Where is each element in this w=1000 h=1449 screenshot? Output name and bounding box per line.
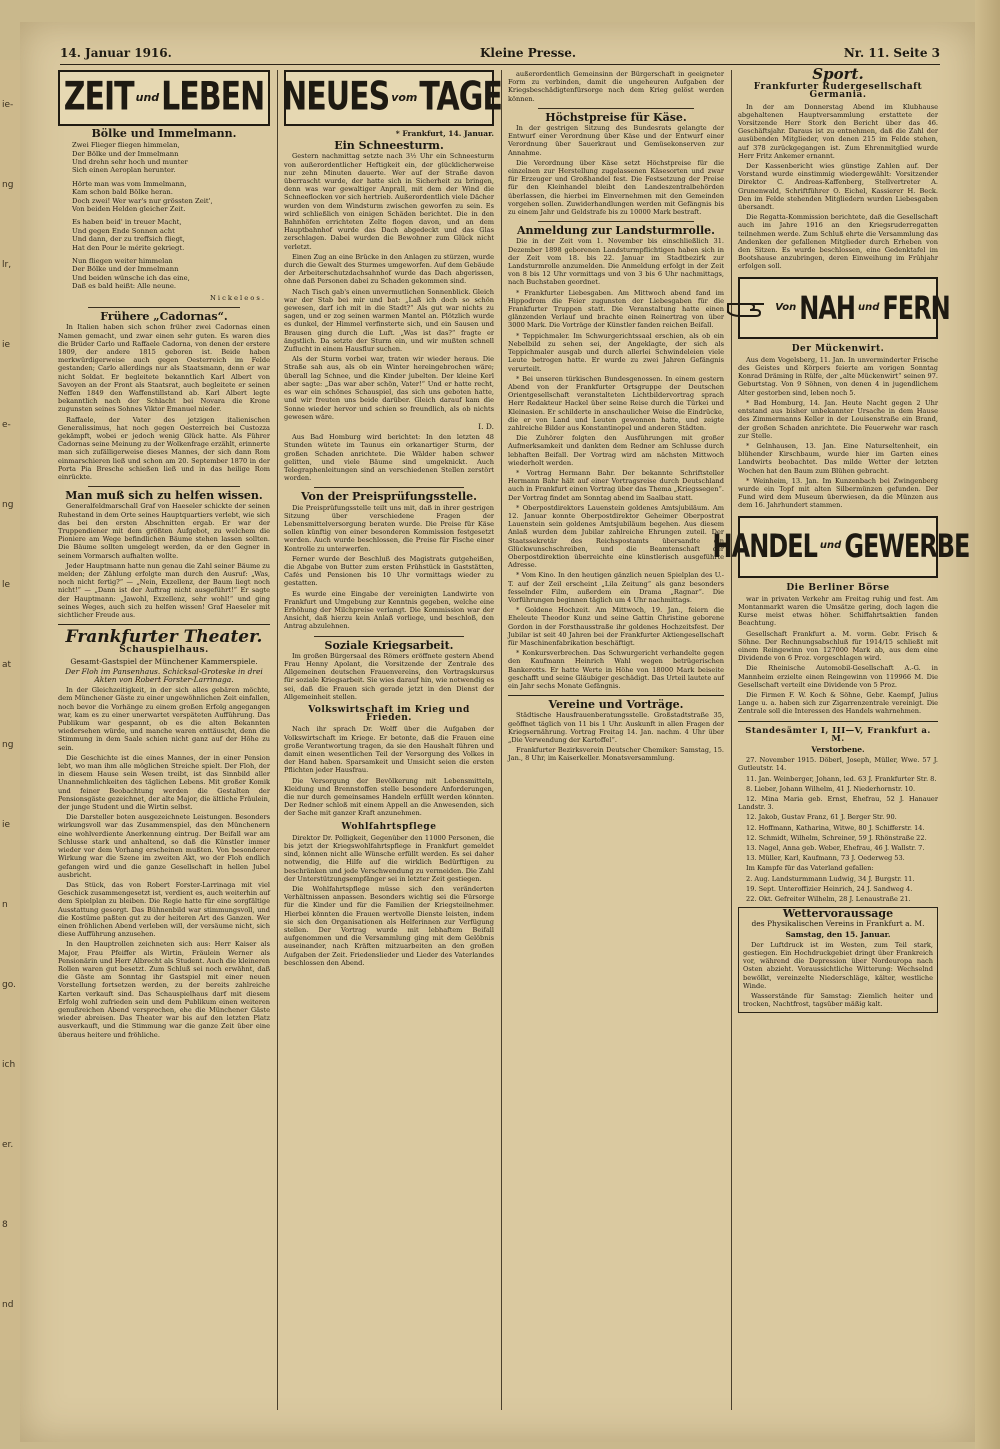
article-body: Direktor Dr. Polligkeit, Gegenüber den 11000 Personen, die bis jetzt der Kriegswohlfahrtspflege in Frankfurt gemeldet sind, können nicht alle Wünsche erfüllt werden. Es sei daher notwendig, die Hilfe auf die wirklich Bedürftigen zu beschränken und jede Verschwendung zu vermeiden. Die Zahl der Unterstützungsempfänger sei in letzter Zeit gestiegen. Die Wohlfahrtspflege müsse sich den veränderten Verhältnissen anpassen. Besonders wichtig sei die Fürsorge für die Kinder und für die Familien der Kriegsteilnehmer. Hierbei könnten die Frauen wertvolle Dienste leisten, indem sie sich den Organisationen als Helferinnen zur Verfügung stellen. Der Vortrag wurde mit lebhaftem Beifall aufgenommen und die Versammlung ging mit dem Gelöbnis auseinander, nach Kräften mitzuarbeiten an den großen Aufgaben der Zeit. Friedenslieder und Lieder des Vaterlandes beschlossen den Abend. bbox=[284, 833, 494, 967]
zeit-und-leben-masthead: ZEIT und LEBEN bbox=[58, 70, 270, 126]
poem-line: Und drehn sehr hoch und munter bbox=[72, 158, 188, 167]
weather-text: Der Luftdruck ist im Westen, zum Teil stark, gestiegen. Ein Hochdruckgebiet dringt über Frankreich vor, während die Depression über Nordeuropa nach Osten abzieht. Voraussichtliche Witterung: Wechselnd bewölkt, vereinzelte Niederschläge, kälter, westliche Winde. Wasserstände für Samstag: Ziemlich heiter und trocken, Nachtfrost, tagsüber mäßig kalt. bbox=[743, 940, 933, 1009]
dateline: * Frankfurt, 14. Januar. bbox=[395, 129, 494, 138]
divider bbox=[314, 487, 464, 488]
poem-line: Hörte man was vom Immelmann, bbox=[72, 179, 187, 188]
article-body: * Frankfurter Liebesgaben. Am Mittwoch abend fand im Hippodrom die Feier zugunsten der Liebesgaben für die Frankfurter Truppen statt. Die Veranstaltung hatte einen glänzenden Verlauf und brachte einen Reinertrag von über 3000 Mark. Die Vorträge der Künstler fanden reichen Beifall. * Teppichmaler. Im Schwurgerichtssaal erschien, als ob ein Nebelbild zu sehen sei, der Angeklagte, der sich als Teppichmaler ausgab und durch allerlei Schwindeleien viele Leute betrogen hatte. Er wurde zu zwei Jahren Gefängnis verurteilt. * Bei unseren türkischen Bundesgenossen. In einem gestern Abend von der Frankfurter Ortsgruppe der Deutschen Orientgesellschaft veranstalteten Lichtbildervortrag sprach Herr Redakteur Hackel über seine Reise durch die Türkei und Kleinasien. Er schilderte in anschaulicher Weise die Eindrücke, die er von Land und Leuten gewonnen hatte, und zeigte zahlreiche Bilder aus Konstantinopel und anderen Städten. Die Zuhörer folgten den Ausführungen mit großer Aufmerksamkeit und dankten dem Redner am Schlusse durch lebhaften Beifall. Der Vortrag wird am nächsten Mittwoch wiederholt werden. * Vortrag Hermann Bahr. Der bekannte Schriftsteller Hermann Bahr hält auf einer Vortragsreise durch Deutschland auch in Frankfurt einen Vortrag über das Thema „Kriegssegen“. Der Vortrag findet am Sonntag abend im Saalbau statt. * Oberpostdirektors Lauenstein goldenes Amtsjubiläum. Am 12. Januar konnte Oberpostdirektor Geheimer Oberpostrat Lauenstein sein goldenes Amtsjubiläum begehen. Aus diesem Anlaß wurden dem Jubilar zahlreiche Ehrungen zuteil. Der Staatssekretär des Reichspostamts übersandte ein Glückwunschschreiben, und die Beamtenschaft der Oberpostdirektion überreichte eine künstlerisch ausgeführte Adresse. * Vom Kino. In den heutigen gänzlich neuen Spielplan des U.-T. auf der Zeil erscheint „Lila Zeitung“ als ganz besonders fesselnder Film, außerdem ein Drama „Ragnar“. Die Vorführungen beginnen täglich um 4 Uhr nachmittags. * Goldene Hochzeit. Am Mittwoch, 19. Jan., feiern die Eheleute Theodor Kunz und seine Gattin Christine geborene Gordon in der Forsthausstraße ihr goldenes Hochzeitsfest. Der Jubilar ist seit 40 Jahren bei der Frankfurter Aktiengesellschaft für Maschinenfabrikation beschäftigt. * Konkursverbrechen. Das Schwurgericht verhandelte gegen den Kaufmann Heinrich Wahl wegen betrügerischen Bankerotts. Er hatte Werte in Höhe von 18000 Mark beiseite geschafft und seine Gläubiger geschädigt. Das Urteil lautete auf ein Jahr sechs Monate Gefängnis. bbox=[508, 288, 724, 691]
article-title-preispruefung: Von der Preisprüfungsstelle. bbox=[301, 490, 477, 504]
column-rule bbox=[277, 70, 278, 1410]
column-2 bbox=[282, 70, 502, 1415]
article-body: Die Preisprüfungsstelle teilt uns mit, daß in ihrer gestrigen Sitzung über verschiedene Fragen der Lebensmittelversorgung beraten wurde. Die Preise für Käse sollen künftig von einer besonderen Kommission festgesetzt werden. Auch wurde beschlossen, die Preise für Fische einer Kontrolle zu unterwerfen. Ferner wurde der Beschluß des Magistrats gutgeheißen, die Abgabe von Butter zum ersten Frühstück in Gaststätten, Cafés und Pensionen bis 10 Uhr vormittags wieder zu gestatten. Es wurde eine Eingabe der vereinigten Landwirte von Frankfurt und Umgebung zur Kenntnis gegeben, welche eine Erhöhung der Milchpreise verlangt. Die Kommission war der Ansicht, daß hierzu kein Anlaß vorliege, und beschloß, den Antrag abzulehnen. bbox=[284, 503, 494, 631]
section-title-sport: Sport. bbox=[812, 65, 864, 83]
page-edge bbox=[975, 0, 1000, 1449]
column-rule bbox=[501, 70, 502, 1410]
divider bbox=[508, 695, 724, 696]
column-rule bbox=[731, 70, 732, 1410]
article-body: Generalfeldmarschall Graf von Haeseler schickte der seinen Ruhestand in dem Orte seines Hauptquartiers verlebt, wie sich das bei den ersten Abschnitten ergab. Er war der Truppendiener mit dem größten Aufgebot, zu welchem die Pioniere am Wege befindlichen Bäume stehen lassen sollten. Die Bäume sollten umgelegt werden, da er den Gegner in seinem Vormarsch aufhalten wollte. Jeder Hauptmann hatte nun genau die Zahl seiner Bäume zu melden; der Zählung erfolgte man durch den Ausruf: „Was, noch nicht fertig?“ — „Nein, Exzellenz, der Baum liegt noch nicht!“ — „Dann ist der Auftrag nicht ausgeführt!“ Er sagte der Hauptmann: „Jawohl, Exzellenz, sehr wohl!“ und ging seines Weges, auch sich zu helfen wissen! Graf Haeseler mit sichtlicher Freude aus. bbox=[58, 502, 270, 620]
weather-source: des Physikalischen Vereins in Frankfurt a. M. bbox=[751, 919, 925, 929]
divider bbox=[58, 624, 270, 625]
poem-line: Der Bölke und der Immelmann bbox=[72, 265, 179, 274]
article-body: Nach ihr sprach Dr. Wolff über die Aufgaben der Volkswirtschaft im Kriege. Er betonte, daß die Frauen eine große Verantwortung tragen, da sie den Haushalt führen und damit einen wesentlichen Teil der Versorgung des Volkes in der Hand haben. Sparsamkeit und Umsicht seien die ersten Pflichten jeder Hausfrau. Die Versorgung der Bevölkerung mit Lebensmitteln, Kleidung und Brennstoffen stelle besondere Anforderungen, die nur durch gemeinsames Handeln erfüllt werden könnten. Der Redner schloß mit einem Appell an die Anwesenden, sich der Sache mit ganzer Kraft anzunehmen. bbox=[284, 725, 494, 818]
poem-line: Doch zwei! Wer war's nur grössten Zeit', bbox=[72, 196, 213, 205]
poem-line: Sich einen Aeroplan herunter. bbox=[72, 166, 176, 175]
article-body: In Italien haben sich schon früher zwei Cadornas einen Namen gemacht, und zwar einen sehr guten. Es waren dies die Brüder Carlo und Raffaele Cadorna, von denen der erstere 1809, der andere 1815 geboren ist. Beide haben merkwürdigerweise auch gegen Oesterreich im Felde gestanden; Carlo allerdings nur als Staatsmann, denn er war nicht Soldat. Er begleitete bekanntlich Karl Albert von Savoyen an der Front als Staatsrat, auch begleitete er seinen Neffen 1849 den Waffenstillstand ab. Karl Albert legte bekanntlich nach der Schlacht bei Novara die Krone zugunsten seines Sohnes Viktor Emanuel nieder. Raffaele, der Vater des jetzigen italienischen Generalissimus, hat noch gegen Oesterreich bei Custozza gekämpft, wobei er jedoch wenig Glück hatte. Als Führer Cadornas seine Meinung zu der Wolkenfrage erzählt, erinnerte man sich zufälligerweise dieses Mannes, der sich dann Rom einmarschieren ließ und schon am 20. September 1870 in der Porta Pia Bresche schießen ließ und in das heilige Rom einrückte. bbox=[58, 323, 270, 481]
pointing-hand-icon bbox=[726, 294, 766, 322]
column-1 bbox=[58, 70, 270, 1415]
neues-vom-tage-masthead: NEUES vom TAGE bbox=[284, 70, 494, 126]
article-body: Städtische Hausfrauenberatungsstelle. Großstadtstraße 35, geöffnet täglich von 11 bis 1 Uhr. Auskunft in allen Fragen der Kriegsernährung. Vortrag Freitag 14. Jan. nachm. 4 Uhr über „Die Verwendung der Kartoffel“. Frankfurter Bezirksverein Deutscher Chemiker: Samstag, 15. Jan., 8 Uhr, im Kaiserkeller. Monatsversammlung. bbox=[508, 711, 724, 763]
page-number: Nr. 11. Seite 3 bbox=[843, 46, 940, 60]
weather-date: Samstag, den 15. Januar. bbox=[785, 929, 891, 939]
article-body: Aus Bad Homburg wird berichtet: In den letzten 48 Stunden wütete im Taunus ein orkanartiger Sturm, der großen Schaden anrichtete. Die Wälder haben schwer gelitten, und viele Bäume sind umgeknickt. Auch Telegraphenleitungen sind an verschiedenen Stellen zerstört worden. bbox=[284, 433, 494, 483]
poem-title: Bölke und Immelmann. bbox=[91, 127, 237, 140]
weather-box bbox=[738, 907, 938, 1013]
gastspiel-line: Gesamt-Gastspiel der Münchener Kammerspiele. bbox=[70, 656, 258, 666]
divider bbox=[538, 221, 694, 222]
column-4 bbox=[712, 65, 970, 1415]
article-title-cadornas: Frühere „Cadornas“. bbox=[100, 310, 228, 324]
article-body: außerordentlich Gemeinsinn der Bürgerschaft in geeigneter Form zu verbinden, damit die ungeheuren Aufgaben der Kriegsbeschädigtenfürsorge nach dem Krieg gelöst werden können. bbox=[508, 70, 724, 103]
poem-line: Es haben beid' in treuer Macht, bbox=[72, 218, 182, 227]
poem bbox=[72, 141, 270, 291]
von-nah-und-fern-masthead: Von NAH und FERN bbox=[738, 277, 938, 339]
article-body: Die in der Zeit vom 1. November bis einschließlich 31. Dezember 1898 geborenen Landsturmpflichtigen haben sich in der Zeit vom 18. bis 22. Januar im Stadtbezirk zur Landsturmrolle anzumelden. Die Anmeldung erfolgt in der Zeit von 8 bis 12 Uhr vormittags und von 3 bis 6 Uhr nachmittags, nach Buchstaben geordnet. bbox=[508, 237, 724, 287]
section-title-vereine: Vereine und Vorträge. bbox=[548, 698, 684, 712]
divider bbox=[88, 307, 240, 308]
poem-line: Und gegen Ende Sonnen acht bbox=[72, 226, 175, 235]
subsection-title: Schauspielhaus. bbox=[119, 645, 209, 656]
weather-title: Wettervoraussage bbox=[782, 907, 894, 921]
issue-date: 14. Januar 1916. bbox=[60, 46, 172, 60]
death-notices: 27. November 1915. Döberl, Joseph, Müller, Wwe. 57 J. Gutleutstr. 14. 11. Jan. Weinberger, Johann, led. 63 J. Frankfurter Str. 8. 8. Lieber, Johann Wilhelm, 41 J. Niederhornstr. 10. 12. Mina Maria geb. Ernst, Ehefrau, 52 J. Hanauer Landstr. 3. 12. Jakob, Gustav Franz, 61 J. Berger Str. 90. 12. Hoffmann, Katharina, Witwe, 80 J. Schifferstr. 14. 12. Schmidt, Wilhelm, Schreiner, 59 J. Rhönstraße 22. 13. Nagel, Anna geb. Weber, Ehefrau, 46 J. Wallstr. 7. 13. Müller, Karl, Kaufmann, 73 J. Oederweg 53. Im Kampfe für das Vaterland gefallen: 2. Aug. Landsturmmann Ludwig, 34 J. Burgstr. 11. 19. Sept. Unteroffizier Heinrich, 24 J. Sandweg 4. 22. Okt. Gefreiter Wilhelm, 28 J. Lenaustraße 21. bbox=[738, 756, 938, 904]
article-title-muckenwirt: Der Mückenwirt. bbox=[791, 343, 885, 354]
poem-line: Und beiden wünsche ich das eine, bbox=[72, 273, 190, 282]
poem-line: Zwei Flieger fliegen himmelan, bbox=[72, 141, 180, 150]
poem-line: Daß es bald heißt: Alle neune. bbox=[72, 282, 177, 291]
article-body: war in privaten Verkehr am Freitag ruhig und fest. Am Montanmarkt waren die Umsätze gering, doch lagen die Kurse meist etwas höher. Schiffahrtsaktien fanden Beachtung. Gesellschaft Frankfurt a. M. vorm. Gebr. Frisch & Söhne. Der Rechnungsabschluß für 1914/15 schließt mit einem Reingewinn von 127000 Mark ab, aus dem eine Dividende von 6 Proz. vorgeschlagen wird. Die Rheinische Automobil-Gesellschaft A.-G. in Mannheim erzielte einen Reingewinn von 119966 M. Die Gesellschaft verteilt eine Dividende von 5 Proz. Die Firmen F. W. Koch & Söhne, Gebr. Kaempf, Julius Lange u. a. haben sich zur Zigarrenzentrale vereinigt. Die Zentrale soll die Interessen des Handels wahrnehmen. bbox=[738, 594, 938, 716]
article-title-kaese: Höchstpreise für Käse. bbox=[545, 110, 687, 124]
article-body: Gestern nachmittag setzte nach 3½ Uhr ein Schneesturm von außerordentlicher Heftigkeit ein, der glücklicherweise nur zehn Minuten dauerte. Wer auf der Straße davon überrascht wurde, der hatte sich in Sicherheit zu bringen, denn was war gewaltiger Anprall, mit dem der Wind die Schneeflocken vor sich hertrieb. Außerordentlich viele Dächer wurden von dem Windsturm zwischen geworfen zu sein. Es wird schließlich von einigen Schäden berichtet. Die in den Bahnhöfen errichteten Zelte flogen davon, und an dem Hauptbahnhof wurde das Dach abgedeckt und das Glas zerschlagen. Dabei wurden die Bewohner zum Glück nicht verletzt. Einen Zug an eine Brücke in den Anlagen zu stürzen, wurde durch die Gewalt des Sturmes umgeworfen. Auf dem Gebäude der Arbeiterschutzdachsahnhof wurde das Dach abgerissen, ohne daß Personen dabei zu Schaden gekommen sind. Nach Tisch gab's einen unvermutlichen Sonnenblick. Gleich war der Stab bei mir und bat: „Laß ich doch so schön gewesen, darf ich mit in die Stadt?“ Als gut war nichts zu sagen, und er zog seinen warmen Mantel an. Plötzlich wurde es dunkel, der Himmel verfinsterte sich, und ein Sausen und Brausen ging durch die Luft. „Was ist das?“ fragte er ängstlich. Da setzte der Sturm ein, und wir mußten schnell Zuflucht in einem Hausflur suchen. Als der Sturm vorbei war, traten wir wieder heraus. Die Straße sah aus, als ob ein Winter hereingebrochen wäre; überall lag Schnee, und die Kinder jubelten. Der kleine Kerl aber sagte: „Das war aber schön, Vater!“ Und er hatte recht, es war ein schönes Schauspiel, das sich uns geboten hatte, und wir freuten uns beide darüber. Gleich darauf kam die Sonne wieder hervor und schien so freundlich, als ob nichts gewesen wäre. bbox=[284, 152, 494, 421]
play-title: Der Floh im Pansenhaus. Schicksal-Groteske in drei Akten von Robert Forster-Larrinaga. bbox=[65, 666, 263, 685]
column-3 bbox=[508, 70, 724, 1415]
poem-line: Von beiden Helden gleicher Zeit. bbox=[72, 205, 186, 214]
subsection-title: Volkswirtschaft im Krieg und Frieden. bbox=[308, 705, 470, 724]
newspaper-name: Kleine Presse. bbox=[480, 46, 577, 60]
poem-line: Und dann, der zu treffsich fliegt, bbox=[72, 235, 185, 244]
subsection-title: Verstorbene. bbox=[811, 744, 865, 754]
signature: I. D. bbox=[478, 421, 494, 431]
section-title-theater: Frankfurter Theater. bbox=[65, 627, 263, 648]
adjacent-page-strip: ie- ng lr, ie e- ng le at ng ie n go. ich er. 8 nd bbox=[0, 60, 20, 1360]
divider bbox=[314, 636, 464, 637]
article-body: In der am Donnerstag Abend im Klubhause abgehaltenen Hauptversammlung erstattete der Vorsitzende Herr Stork den Bericht über das 46. Geschäftsjahr. Daraus ist zu entnehmen, daß die Zahl der ausübenden Mitglieder, von denen 215 im Felde stehen, auf 378 zurückgegangen ist. Zum Ehrenmitglied wurde Herr Fritz Ankemer ernannt. Der Kassenbericht wies günstige Zahlen auf. Der Vorstand wurde einstimmig wiedergewählt: Vorsitzender Direktor C. Andreas-Kaffenberg, Stellvertreter A. Grunenwald, Schriftführer O. Eichel, Kassierer H. Beck. Den im Felde stehenden Mitgliedern wurden Liebesgaben übersandt. Die Regatta-Kommission berichtete, daß die Gesellschaft auch im Jahre 1916 an den Kriegsruderregatten teilnehmen werde. Zum Schluß ehrte die Versammlung das Andenken der gefallenen Mitglieder durch Erheben von den Sitzen. Es wurde beschlossen, eine Gedenktafel im Bootshause anzubringen, deren Einweihung im Frühjahr erfolgen soll. bbox=[738, 102, 938, 271]
article-body: Im großen Bürgersaal des Römers eröffnete gestern Abend Frau Henny Apolant, die Vorsitzende der Zentrale des Allgemeinen deutschen Frauenvereins, den Vortragskursus für soziale Kriegsarbeit. Sie wies darauf hin, wie notwendig es sei, daß die Frauen sich gerade jetzt in den Dienst der Allgemeinheit stellen. bbox=[284, 651, 494, 701]
poem-signature: Nickeleos. bbox=[209, 293, 266, 302]
article-title-boerse: Die Berliner Börse bbox=[786, 582, 890, 593]
divider bbox=[88, 486, 240, 487]
poem-line: Nun fliegen weiter himmelan bbox=[72, 257, 173, 266]
article-title-ruderges: Frankfurter Rudergesellschaft Germania. bbox=[753, 82, 923, 101]
article-title-kriegsarbeit: Soziale Kriegsarbeit. bbox=[324, 638, 454, 652]
divider bbox=[738, 721, 938, 722]
article-body: In der gestrigen Sitzung des Bundesrats gelangte der Entwurf einer Verordnung über Käse und der Entwurf einer Verordnung über Sauerkraut und Gemüsekonserven zur Annahme. Die Verordnung über Käse setzt Höchstpreise für die einzelnen zur Herstellung zugelassenen Käsesorten und zwar für Erzeuger und Großhandel fest. Die Festsetzung der Preise für den Kleinhandel bleibt den Landeszentralbehörden überlassen, die hierbei im Einvernehmen mit den Gemeinden vorgehen sollen. Zuwiderhandlungen werden mit Gefängnis bis zu einem Jahr und Geldstrafe bis zu 10000 Mark bestraft. bbox=[508, 124, 724, 217]
review-body: In der Gleichzeitigkeit, in der sich alles gebären möchte, dem Münchener Gäste zu einer ungewöhnlichen Zeit einfallen, noch bevor die Vorhänge zu einem großen Erfolg angegangen war, kam es zu einer unerwartet verspäteten Aufführung. Das Publikum war gespannt, ob es die alten Bekannten wiedersehen würde, und manche waren enttäuscht, denn die Stimmung in dem Saale schien nicht ganz auf der Höhe zu sein. Die Geschichte ist die eines Mannes, der in einer Pension lebt, wo man ihm alle möglichen Streiche spielt. Der Floh, der in diesem Hause sein Wesen treibt, ist das Sinnbild aller Unannehmlichkeiten des täglichen Lebens. Mit großer Komik und feiner Beobachtung werden die Gestalten der Pensionsgäste gezeichnet, der alte Major, die ältliche Fräulein, der junge Student und die Wirtin selbst. Die Darsteller boten ausgezeichnete Leistungen. Besonders wirkungsvoll war das Zusammenspiel, das den Münchenern eine wohlverdiente Anerkennung eintrug. Der Beifall war am Schlusse stark und anhaltend, so daß die Künstler immer wieder vor dem Vorhang erscheinen mußten. Von besonderer Wirkung war die Szene im zweiten Akt, wo der Floh endlich gefangen wird und die ganze Gesellschaft in hellen Jubel ausbricht. Das Stück, das von Robert Forster-Larrinaga mit viel Geschick zusammengesetzt ist, verdient es, auch weiterhin auf dem Spielplan zu bleiben. Die Regie hatte für eine sorgfältige Ausstattung gesorgt. Das Bühnenbild war stimmungsvoll, und die Kostüme paßten gut zu der heiteren Art des Ganzen. Wer einen fröhlichen Abend verleben will, der versäume nicht, sich diese Aufführung anzusehen. In den Hauptrollen zeichneten sich aus: Herr Kaiser als Major, Frau Pfeiffer als Wirtin, Fräulein Werner als Pensionärin und Herr Albrecht als Student. Auch die kleineren Rollen waren gut besetzt. Zum Schluß sei noch erwähnt, daß die Gäste am Sonntag ihr Gastspiel mit einer neuen Vorstellung fortsetzen werden, zu der bereits zahlreiche Karten verkauft sind. Das Schauspielhaus darf mit diesem Erfolg wohl zufrieden sein und dem Publikum einen weiteren genußreichen Abend versprechen, ehe die Münchener Gäste wieder abreisen. Das Theater war bis auf den letzten Platz ausverkauft, und die Stimmung war die ganze Zeit über eine überaus heitere und fröhliche. bbox=[58, 686, 270, 1039]
page-header bbox=[60, 46, 940, 65]
subsection-title: Wohlfahrtspflege bbox=[341, 821, 437, 832]
article-title-schneesturm: Ein Schneesturm. bbox=[334, 139, 444, 153]
poem-line: Kam schon bald Bölke heran. bbox=[72, 188, 173, 197]
poem-line: Hat den Pour le mérite gekriegt. bbox=[72, 243, 185, 252]
poem-line: Der Bölke und der Immelmann bbox=[72, 149, 179, 158]
article-title-landsturm: Anmeldung zur Landsturmrolle. bbox=[517, 224, 715, 238]
handel-und-gewerbe-masthead: HANDEL und GEWERBE bbox=[738, 516, 938, 578]
article-title-helfen: Man muß sich zu helfen wissen. bbox=[65, 489, 263, 503]
divider bbox=[538, 108, 694, 109]
article-title-standesaemter: Standesämter I, III—V, Frankfurt a. M. bbox=[745, 725, 931, 744]
article-body: Aus dem Vogelsberg, 11. Jan. In unverminderter Frische des Geistes und Körpers feierte am vorigen Sonntag Konrad Dräming in Rülfe, der „alte Mückenwirt“ seinen 97. Geburtstag. Von 9 Söhnen, von denen 4 in jugendlichem Alter gestorben sind, leben noch 5. * Bad Homburg, 14. Jan. Heute Nacht gegen 2 Uhr entstand aus bisher unbekannter Ursache in dem Hause des Zimmermanns Keller in der Louisenstraße ein Brand, der großen Schaden anrichtete. Die Feuerwehr war rasch zur Stelle. * Gelnhausen, 13. Jan. Eine Naturseltenheit, ein blühender Kirschbaum, wurde hier im Garten eines Landwirts beobachtet. Das milde Wetter der letzten Wochen hat den Baum zum Blühen gebracht. * Weinheim, 13. Jan. Im Kunzenbach bei Zwingenberg wurde ein Topf mit alten Silbermünzen gefunden. Der Fund wird dem Museum überwiesen, da die Münzen aus dem 16. Jahrhundert stammen. bbox=[738, 355, 938, 510]
